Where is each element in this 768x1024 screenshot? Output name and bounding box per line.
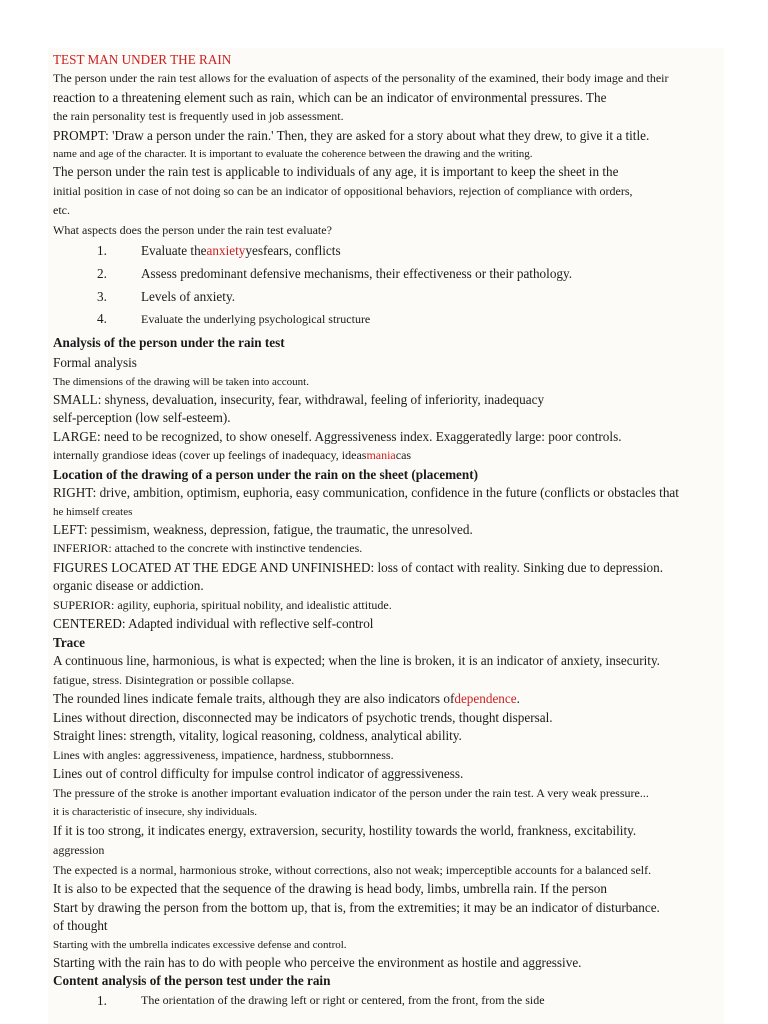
list-text: Evaluate the: [141, 243, 207, 258]
list-item: [53, 262, 703, 285]
large-line-2-text: internally grandiose ideas (cover up feelings of inadequacy, ideas: [53, 448, 367, 462]
intro-line-1: The person under the rain test allows for the evaluation of aspects of the personality of the examined, their body image and their: [53, 71, 669, 85]
trace-line: Start by drawing the person from the bottom up, that is, from the extremities; it may be an indicator of disturbance.: [53, 899, 660, 915]
trace-line: aggression: [53, 843, 105, 857]
intro-prompt: PROMPT: 'Draw a person under the rain.' Then, they are asked for a story about what they drew, to give it a title.: [53, 127, 650, 143]
anxiety-link[interactable]: anxiety: [206, 243, 246, 258]
location-heading: Location of the drawing of a person under the rain on the sheet (placement): [53, 466, 479, 482]
intro-line-3: the rain personality test is frequently used in job assessment.: [53, 109, 344, 123]
trace-line: It is also to be expected that the sequence of the drawing is head body, limbs, umbrella rain. If the person: [53, 881, 607, 896]
page-title: TEST MAN UNDER THE RAIN: [53, 52, 232, 67]
left-line: LEFT: pessimism, weakness, depression, fatigue, the traumatic, the unresolved.: [53, 521, 473, 537]
superior-line: SUPERIOR: agility, euphoria, spiritual nobility, and idealistic attitude.: [53, 597, 392, 612]
trace-line: The expected is a normal, harmonious stroke, without corrections, also not weak; imperceptible accounts for a balanced self.: [53, 862, 652, 877]
list-number: 3.: [97, 289, 107, 304]
document-content: [53, 50, 703, 1010]
trace-line: of thought: [53, 918, 108, 933]
trace-line: [53, 690, 703, 709]
trace-heading: Trace: [53, 634, 85, 650]
edge-line-2: organic disease or addiction.: [53, 578, 204, 593]
mania-link[interactable]: mania: [366, 448, 396, 462]
list-item: [53, 991, 703, 1011]
list-text: Evaluate the underlying psychological structure: [141, 312, 371, 326]
trace-line: If it is too strong, it indicates energy, extraversion, security, hostility towards the world, frankness, excitability.: [53, 823, 637, 838]
large-line-2-tail: cas: [395, 448, 412, 462]
trace-line: Lines with angles: aggressiveness, impatience, hardness, stubbornness.: [53, 747, 394, 762]
large-line-1: LARGE: need to be recognized, to show oneself. Aggressiveness index. Exaggeratedly large: poor controls.: [53, 428, 622, 444]
list-item: [53, 240, 703, 262]
small-line-1: SMALL: shyness, devaluation, insecurity, fear, withdrawal, feeling of inferiority, inadequacy: [53, 391, 545, 407]
centered-line: CENTERED: Adapted individual with reflective self-control: [53, 616, 374, 631]
trace-line: Starting with the umbrella indicates excessive defense and control.: [53, 938, 347, 951]
trace-line: A continuous line, harmonious, is what is expected; when the line is broken, it is an indicator of anxiety, insecurity.: [53, 653, 660, 668]
small-line-2: self-perception (low self-esteem).: [53, 410, 231, 425]
dependence-link[interactable]: dependence: [454, 691, 517, 706]
list-number: 1.: [97, 992, 107, 1008]
dimensions-text: The dimensions of the drawing will be taken into account.: [53, 375, 309, 388]
trace-line: it is characteristic of insecure, shy individuals.: [53, 806, 258, 818]
list-text: Levels of anxiety.: [141, 289, 235, 304]
analysis-heading: Analysis of the person under the rain test: [53, 335, 285, 350]
list-text-tail: yesfears, conflicts: [245, 243, 341, 258]
list-number: 1.: [97, 243, 107, 258]
inferior-line: INFERIOR: attached to the concrete with instinctive tendencies.: [53, 541, 363, 555]
aspects-list: [53, 240, 703, 330]
intro-line-7: initial position in case of not doing so can be an indicator of oppositional behaviors, rejection of compliance with orders,: [53, 183, 633, 198]
list-number: 4.: [97, 311, 107, 326]
intro-question: What aspects does the person under the rain test evaluate?: [53, 222, 332, 237]
formal-analysis-label: Formal analysis: [53, 355, 137, 370]
large-line-2: [53, 446, 703, 466]
intro-line-8: etc.: [53, 203, 70, 217]
trace-line: Lines without direction, disconnected may be indicators of psychotic trends, thought dispersal.: [53, 709, 553, 725]
content-analysis-heading: Content analysis of the person test under the rain: [53, 973, 331, 988]
list-text: The orientation of the drawing left or right or centered, from the front, from the side: [141, 992, 545, 1007]
edge-line-1: FIGURES LOCATED AT THE EDGE AND UNFINISHED: loss of contact with reality. Sinking due to depression.: [53, 559, 664, 575]
intro-line-5: name and age of the character. It is important to evaluate the coherence between the drawing and the writing.: [53, 148, 533, 160]
list-number: 2.: [97, 266, 107, 281]
trace-line: Lines out of control difficulty for impulse control indicator of aggressiveness.: [53, 766, 464, 781]
list-item: [53, 308, 703, 330]
trace-line: Straight lines: strength, vitality, logical reasoning, coldness, analytical ability.: [53, 728, 462, 743]
right-line-1: RIGHT: drive, ambition, optimism, euphoria, easy communication, confidence in the future (conflicts or obstacles that: [53, 485, 679, 500]
list-text: Assess predominant defensive mechanisms, their effectiveness or their pathology.: [141, 266, 573, 281]
right-line-2: he himself creates: [53, 505, 133, 518]
trace-line-tail: .: [516, 691, 520, 706]
list-item: [53, 285, 703, 308]
trace-line: fatigue, stress. Disintegration or possible collapse.: [53, 672, 295, 687]
content-list: [53, 991, 703, 1011]
trace-line: Starting with the rain has to do with people who perceive the environment as hostile and aggressive.: [53, 954, 582, 970]
intro-line-6: The person under the rain test is applicable to individuals of any age, it is important to keep the sheet in the: [53, 164, 619, 179]
trace-line-text: The rounded lines indicate female traits, although they are also indicators of: [53, 691, 455, 706]
intro-line-2: reaction to a threatening element such as rain, which can be an indicator of environmental pressures. The: [53, 89, 607, 105]
trace-line: The pressure of the stroke is another important evaluation indicator of the person under the rain test. A very weak pressure...: [53, 785, 649, 800]
